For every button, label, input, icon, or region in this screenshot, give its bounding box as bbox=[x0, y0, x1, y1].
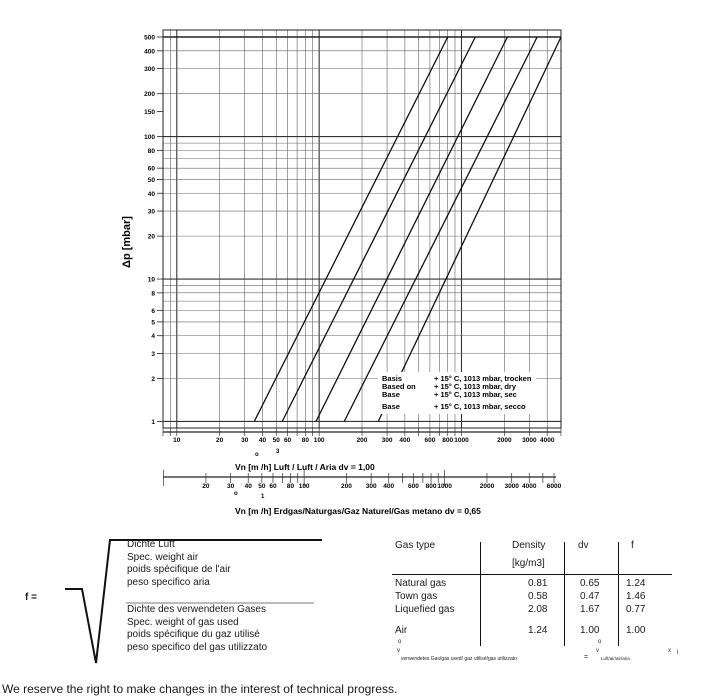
y-tick-label: 50 bbox=[147, 176, 155, 184]
legend-key-1: Basis bbox=[382, 374, 403, 383]
formula-numerator bbox=[127, 539, 231, 589]
air-tick-label: 20 bbox=[216, 437, 224, 444]
air-tick-label: 80 bbox=[301, 437, 309, 444]
y-tick-label: 60 bbox=[147, 165, 155, 173]
header-dv: dv bbox=[578, 540, 589, 551]
row-density-2: 2.08 bbox=[528, 604, 548, 615]
footnote-right-v: v bbox=[596, 648, 599, 654]
air-tick-label: 60 bbox=[283, 437, 292, 444]
air-axis-sup: o bbox=[255, 452, 259, 458]
gas-tick-label: 30 bbox=[227, 483, 235, 490]
footnote-left: verwendetes Gas/gas used/ gaz utilisé/gas utilizzato bbox=[401, 656, 517, 662]
gas-axis-ticks bbox=[164, 470, 554, 486]
row-type-0: Natural gas bbox=[395, 578, 447, 589]
row-density-0: 0.81 bbox=[528, 578, 548, 589]
gas-tick-label: 1000 bbox=[437, 483, 452, 490]
y-tick-label: 200 bbox=[144, 91, 155, 99]
numerator-line-1: Dichte Luft bbox=[127, 539, 175, 550]
formula-f-label: f = bbox=[25, 592, 37, 603]
series-line-curve-2 bbox=[282, 37, 475, 421]
table-hline bbox=[392, 574, 672, 575]
series-line-curve-3 bbox=[316, 37, 507, 421]
series-line-curve-4 bbox=[344, 37, 537, 421]
air-tick-label: 600 bbox=[424, 437, 436, 444]
series-lines bbox=[254, 37, 561, 421]
row-f-2: 0.77 bbox=[626, 604, 646, 615]
header-f: f bbox=[631, 540, 634, 551]
row-type-3: Air bbox=[395, 625, 408, 636]
legend-key-4: Base bbox=[382, 402, 400, 411]
footnote-eq: = bbox=[584, 654, 589, 661]
numerator-line-3: poids spécifique de l'air bbox=[127, 564, 231, 575]
numerator-line-4: peso specifico aria bbox=[127, 576, 210, 588]
gas-axis-degree: o bbox=[234, 491, 238, 497]
air-tick-label: 200 bbox=[356, 437, 368, 444]
gas-tick-label: 100 bbox=[298, 483, 310, 490]
legend-value-1: + 15° C, 1013 mbar, trocken bbox=[434, 374, 532, 383]
y-tick-label: 1 bbox=[151, 418, 155, 426]
footnote-x-mark: x bbox=[668, 648, 671, 654]
legend-value-3: + 15° C, 1013 mbar, sec bbox=[434, 390, 517, 399]
legend-value-4: + 15° C, 1013 mbar, secco bbox=[434, 402, 526, 411]
gas-tick-label: 600 bbox=[408, 483, 419, 490]
row-dv-0: 0.65 bbox=[580, 578, 600, 589]
y-tick-label: 3 bbox=[151, 351, 155, 359]
y-tick-label: 400 bbox=[144, 48, 155, 56]
y-tick-label: 300 bbox=[144, 66, 155, 74]
gas-axis-sub: 1 bbox=[261, 494, 265, 500]
y-tick-label: 150 bbox=[144, 108, 155, 116]
gas-tick-label: 800 bbox=[425, 483, 437, 490]
y-tick-label: 6 bbox=[151, 308, 155, 316]
air-tick-label: 1000 bbox=[454, 437, 469, 444]
header-density-unit: [kg/m3] bbox=[512, 558, 545, 569]
gas-axis-label: Vn [m /h] Erdgas/Naturgas/Gaz Naturel/Gas metano dv = 0,65 bbox=[235, 506, 481, 516]
air-tick-label: 100 bbox=[313, 437, 325, 444]
gas-tick-label: 20 bbox=[202, 483, 210, 490]
legend-value-2: + 15° C, 1013 mbar, dry bbox=[434, 382, 517, 391]
y-tick-label: 100 bbox=[144, 134, 155, 142]
table-vline-1 bbox=[480, 542, 481, 646]
row-f-3: 1.00 bbox=[626, 625, 646, 636]
air-tick-label: 40 bbox=[258, 437, 267, 444]
y-tick-label: 2 bbox=[151, 376, 155, 384]
air-tick-label: 50 bbox=[272, 437, 280, 444]
air-tick-label: 800 bbox=[442, 437, 454, 444]
footnote-end-mark: l bbox=[677, 650, 679, 656]
y-tick-label: 40 bbox=[147, 190, 155, 198]
gas-tick-label: 6000 bbox=[546, 483, 562, 490]
air-tick-label: 3000 bbox=[522, 437, 537, 444]
gas-axis-tick-labels bbox=[202, 483, 561, 490]
row-type-1: Town gas bbox=[395, 591, 438, 602]
gas-table bbox=[392, 536, 692, 666]
footnote-v-mark: v bbox=[397, 648, 400, 654]
gas-tick-label: 2000 bbox=[479, 483, 495, 490]
y-axis-label: Δp [mbar] bbox=[121, 216, 133, 268]
y-tick-label: 500 bbox=[144, 34, 155, 42]
y-tick-label: 10 bbox=[147, 276, 155, 284]
gas-tick-label: 40 bbox=[244, 483, 252, 490]
row-density-3: 1.24 bbox=[528, 625, 548, 636]
air-tick-label: 30 bbox=[241, 437, 249, 444]
row-density-1: 0.58 bbox=[528, 591, 548, 602]
footer-note: We reserve the right to make changes in the interest of technical progress. bbox=[2, 682, 398, 696]
y-tick-label: 8 bbox=[151, 290, 155, 298]
gas-tick-label: 300 bbox=[365, 483, 377, 490]
air-tick-label: 2000 bbox=[497, 437, 512, 444]
numerator-line-2: Spec. weight air bbox=[127, 551, 199, 563]
denominator-line-4: peso specifico del gas utilizzato bbox=[127, 641, 268, 653]
table-vline-3 bbox=[618, 542, 619, 646]
row-dv-1: 0.47 bbox=[580, 591, 600, 602]
gas-tick-label: 60 bbox=[269, 483, 277, 490]
gas-tick-label: 4000 bbox=[522, 483, 537, 490]
y-tick-labels bbox=[144, 35, 163, 426]
air-tick-label: 4000 bbox=[539, 437, 555, 444]
footnote-right: Luft/air/air/aria bbox=[601, 656, 630, 661]
gas-tick-label: 50 bbox=[258, 483, 266, 490]
row-f-0: 1.24 bbox=[626, 578, 646, 589]
gas-tick-label: 80 bbox=[286, 483, 295, 490]
table-vline-2 bbox=[564, 542, 565, 646]
row-dv-2: 1.67 bbox=[580, 604, 600, 615]
formula-denominator bbox=[127, 604, 267, 654]
y-tick-label: 4 bbox=[151, 333, 155, 341]
row-dv-3: 1.00 bbox=[580, 625, 600, 636]
x-gridlines bbox=[163, 30, 561, 428]
air-axis-three: 3 bbox=[276, 449, 280, 455]
series-line-curve-5 bbox=[378, 37, 561, 421]
air-tick-label: 300 bbox=[381, 437, 393, 444]
row-type-2: Liquefied gas bbox=[395, 604, 455, 615]
air-tick-label: 400 bbox=[399, 437, 411, 444]
y-tick-label: 30 bbox=[147, 208, 155, 216]
air-axis-tick-labels bbox=[173, 437, 555, 444]
air-axis-label: Vn [m /h] Luft / Luft / Aria dv = 1,00 bbox=[235, 462, 375, 472]
denominator-line-1: Dichte des verwendeten Gases bbox=[127, 604, 266, 615]
y-tick-label: 80 bbox=[147, 147, 155, 155]
legend-key-2: Based on bbox=[382, 382, 416, 391]
header-density: Density bbox=[512, 540, 546, 551]
denominator-line-3: poids spécifique du gaz utilisé bbox=[127, 629, 260, 640]
y-tick-label: 20 bbox=[147, 233, 155, 241]
gas-tick-label: 400 bbox=[383, 483, 395, 490]
footnote-degree-1: o bbox=[398, 639, 402, 645]
legend-key-3: Base bbox=[382, 390, 400, 399]
gas-tick-label: 200 bbox=[341, 483, 352, 490]
air-tick-label: 10 bbox=[173, 437, 181, 444]
row-f-1: 1.46 bbox=[626, 591, 646, 602]
header-gas-type: Gas type bbox=[395, 540, 436, 551]
gas-tick-label: 3000 bbox=[504, 483, 519, 490]
footnote-degree-2: o bbox=[598, 639, 602, 645]
denominator-line-2: Spec. weight of gas used bbox=[127, 616, 239, 628]
y-tick-label: 5 bbox=[151, 319, 155, 327]
